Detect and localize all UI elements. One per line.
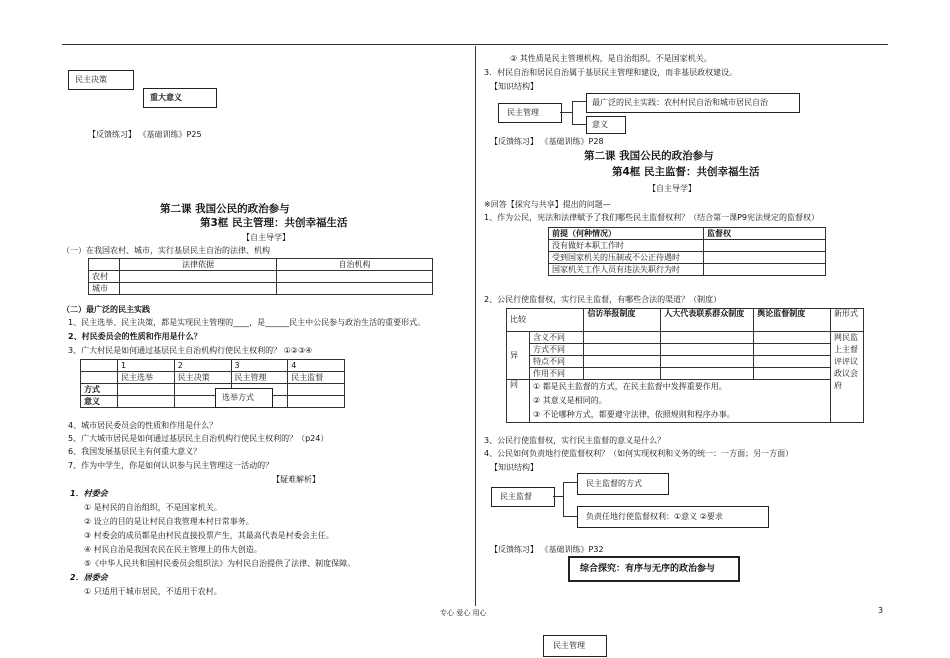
table-cell: 4 [288, 360, 345, 372]
table-cell: 比较 [507, 309, 584, 332]
table-cell: 国家机关工作人员有违法失职行为时 [549, 264, 704, 276]
structure-box-significance [143, 88, 217, 108]
table-cell: 民主决策 [174, 372, 231, 384]
table-cell [754, 344, 831, 356]
right-line-1: ② 其性质是民主管理机构，是自治组织，不是国家机关。 [510, 54, 712, 63]
frame-title: 第3框 民主管理：共创幸福生活 [200, 217, 348, 229]
bottom-structure-box [543, 635, 607, 657]
table-cell: 方式 [81, 384, 118, 396]
table-cell [704, 252, 826, 264]
table-cell [118, 384, 175, 396]
table-cell [584, 368, 661, 380]
table-channels [506, 308, 864, 423]
box-label: 意义 [592, 120, 608, 129]
connector [560, 112, 572, 113]
footer-motto: 专心 爱心 用心 [440, 609, 487, 617]
table-cell [661, 368, 754, 380]
feedback-line-3: 【反馈练习】 《基础训练》P32 [490, 545, 604, 554]
same-line: ③ 不论哪种方式，都要遵守法律，依照规则和程序办事。 [533, 410, 735, 419]
table-cell [277, 271, 433, 283]
same-line: ① 都是民主监督的方式，在民主监督中发挥重要作用。 [533, 382, 727, 391]
question-2-4: 4、城市居民委员会的性质和作用是什么？ [68, 421, 218, 430]
lesson-title: 第二课 我国公民的政治参与 [160, 203, 290, 215]
table-cell: 3 [231, 360, 288, 372]
doubt-item-2: 2．居委会 [70, 573, 108, 582]
connector [553, 496, 563, 497]
table-cell: 城市 [89, 283, 120, 295]
question-2-5: 5、广大城市居民是如何通过基层民主自治机构行使民主权利的？（p24） [68, 434, 329, 443]
table-cell: 信访举报制度 [584, 309, 661, 332]
question-2-7: 7、作为中学生，你是如何认识参与民主管理这一活动的？ [68, 461, 274, 470]
self-guide-heading-2: 【自主导学】 [648, 184, 696, 193]
table-supervision-rights [548, 227, 826, 276]
note-line: ※回答【探究与共享】提出的问题— [484, 200, 611, 209]
table-cell [120, 283, 277, 295]
box-label: 最广泛的民主实践：农村村民自治和城市居民自治 [592, 98, 768, 107]
table-cell: 作用不同 [530, 368, 584, 380]
table-cell: 自治机构 [277, 259, 433, 271]
table-cell: 新形式 [831, 309, 864, 332]
doubt-1-c: ③ 村委会的成员都是由村民直接投票产生，其最高代表是村委会主任。 [84, 531, 334, 540]
table-cell [118, 396, 175, 408]
table-cell [120, 271, 277, 283]
table-democratic-rights [80, 359, 345, 408]
table-cell: 特点不同 [530, 356, 584, 368]
question-two: （二）最广泛的民主实践 [62, 305, 150, 314]
top-rule [62, 44, 888, 45]
table-cell: 人大代表联系群众制度 [661, 309, 754, 332]
box-label: 民主决策 [75, 75, 107, 84]
table-cell: 含义不同 [530, 332, 584, 344]
doubt-1-e: ⑤《中华人民共和国村民委员会组织法》为村民自治提供了法律、制度保障。 [84, 559, 356, 568]
table-cell [754, 368, 831, 380]
overlay-box-election [215, 388, 273, 408]
doubt-1-a: ① 是村民的自治组织，不是国家机关。 [84, 503, 222, 512]
table-cell: 没有做好本职工作时 [549, 240, 704, 252]
structure-box-decision [68, 70, 134, 90]
question-2-6: 6、我国发展基层民主有何重大意义？ [68, 447, 202, 456]
k2-branch-methods [577, 473, 669, 495]
box-label: 重大意义 [150, 93, 182, 102]
table-cell-newform [831, 332, 864, 423]
table-cell [704, 240, 826, 252]
new-form-text: 网民监上主督评评议政议会府 [834, 333, 858, 390]
table-cell [81, 360, 118, 372]
table-cell-same [530, 380, 831, 423]
table-cell [584, 332, 661, 344]
table-cell: 民主选举 [118, 372, 175, 384]
table-cell [754, 356, 831, 368]
table-cell [584, 344, 661, 356]
table-cell: 1 [118, 360, 175, 372]
r-question-1: 1、作为公民，宪法和法律赋予了我们哪些民主监督权利？（结合第一课P9宪法规定的监督权） [484, 213, 819, 222]
table-cell: 2 [174, 360, 231, 372]
table-cell [89, 259, 120, 271]
table-cell: 舆论监督制度 [754, 309, 831, 332]
synthesis-title: 综合探究：有序与无序的政治参与 [580, 564, 716, 574]
doubt-2-a: ① 只适用于城市居民，不适用于农村。 [84, 587, 222, 596]
table-cell: 同 [507, 380, 530, 423]
doubt-heading: 【疑难解析】 [272, 475, 320, 484]
question-2-1: 1、民主选举、民主决策，都是实现民主管理的____，是______民主中公民参与政治生活的重要形式。 [68, 318, 426, 327]
table-cell [661, 344, 754, 356]
doubt-1-d: ④ 村民自治是我国农民在民主管理上的伟大创造。 [84, 545, 262, 554]
r-question-3: 3、公民行使监督权，实行民主监督的意义是什么？ [484, 436, 666, 445]
connector [572, 101, 586, 102]
table-cell: 农村 [89, 271, 120, 283]
doubt-1-b: ② 设立的目的是让村民自我管理本村日常事务。 [84, 517, 254, 526]
table-cell [704, 264, 826, 276]
box-label: 民主管理 [553, 641, 585, 650]
question-2-2: 2、村民委员会的性质和作用是什么？ [68, 332, 202, 341]
feedback-line-2: 【反馈练习】 《基础训练》P28 [490, 137, 604, 146]
doubt-item-1: 1．村委会 [70, 489, 108, 498]
page-number: 3 [878, 606, 884, 615]
k-branch-significance [586, 116, 626, 134]
k2-root-box [491, 487, 555, 507]
box-label: 民主监督 [500, 492, 532, 501]
feedback-line: 【反馈练习】 《基础训练》P25 [88, 130, 202, 139]
question-2-3: 3、广大村民是如何通过基层民主自治机构行使民主权利的？ ①②③④ [68, 346, 313, 355]
connector [572, 101, 573, 125]
same-line: ② 其意义是相同的。 [533, 396, 607, 405]
question-one: （一）在我国农村、城市，实行基层民主自治的法律、机构 [62, 246, 270, 255]
connector [563, 482, 564, 517]
box-label: 负责任地行使监督权利：①意义 ②要求 [586, 512, 723, 521]
box-label: 民主管理 [507, 108, 539, 117]
table-cell: 前提（何种情况） [549, 228, 704, 240]
r-question-2: 2、公民行使监督权，实行民主监督，有哪些合法的渠道？（制度） [484, 295, 722, 304]
box-label: 选举方式 [222, 393, 254, 402]
k-root-box [498, 103, 562, 123]
table-cell: 意义 [81, 396, 118, 408]
self-guide-heading: 【自主导学】 [242, 233, 290, 242]
table-cell: 受到国家机关的压制或不公正待遇时 [549, 252, 704, 264]
k-branch-practice [586, 93, 800, 113]
synthesis-box [568, 556, 740, 582]
r-question-4: 4、公民如何负责地行使监督权利？（如何实现权利和义务的统一：一方面；另一方面） [484, 449, 794, 458]
table-cell: 民主管理 [231, 372, 288, 384]
table-cell: 民主监督 [288, 372, 345, 384]
table-cell [81, 372, 118, 384]
table-cell [288, 384, 345, 396]
table-cell [277, 283, 433, 295]
frame-title-2: 第4框 民主监督：共创幸福生活 [612, 166, 760, 178]
connector [563, 482, 577, 483]
table-cell [584, 356, 661, 368]
lesson-title-2: 第二课 我国公民的政治参与 [584, 150, 714, 162]
table-cell [754, 332, 831, 344]
table-cell: 监督权 [704, 228, 826, 240]
table-cell [288, 396, 345, 408]
table-cell: 异 [507, 332, 530, 380]
table-cell [661, 332, 754, 344]
table-cell: 法律依据 [120, 259, 277, 271]
k2-branch-responsible [577, 506, 769, 528]
knowledge-heading: 【知识结构】 [490, 82, 538, 91]
column-divider [475, 46, 476, 606]
table-cell: 方式不同 [530, 344, 584, 356]
right-line-2: 3．村民自治和居民自治属于基层民主管理和建设，而非基层政权建设。 [484, 68, 738, 77]
knowledge-heading-2: 【知识结构】 [490, 463, 538, 472]
table-law-institution [88, 258, 433, 295]
table-cell [661, 356, 754, 368]
box-label: 民主监督的方式 [586, 479, 642, 488]
connector [572, 124, 586, 125]
connector [563, 516, 577, 517]
